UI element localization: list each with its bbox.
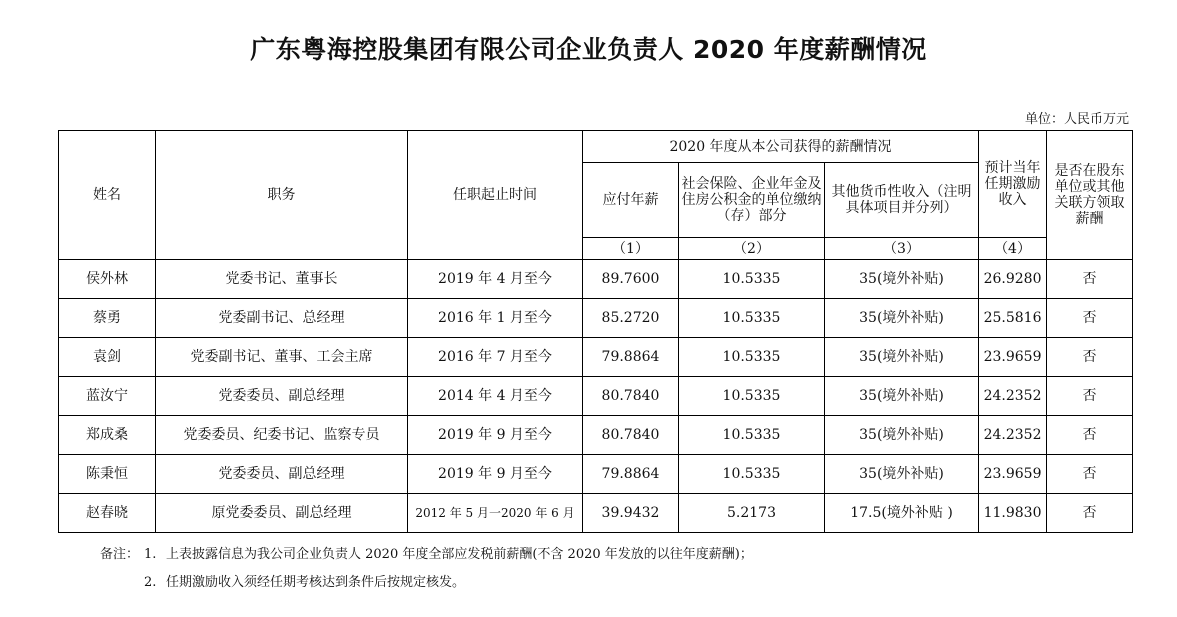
note-number: 1. [144,547,157,562]
cell-tenure: 2016 年 1 月至今 [408,299,583,338]
cell-name: 蓝汝宁 [59,377,156,416]
cell-flag: 否 [1047,377,1133,416]
cell-insurance: 10.5335 [679,338,825,377]
cell-salary: 79.8864 [583,455,679,494]
note-text: 任期激励收入须经任期考核达到条件后按规定核发。 [166,575,466,590]
cell-tenure: 2019 年 4 月至今 [408,260,583,299]
cell-position: 党委委员、副总经理 [156,455,408,494]
cell-position: 党委副书记、总经理 [156,299,408,338]
cell-position: 党委副书记、董事、工会主席 [156,338,408,377]
cell-incentive: 26.9280 [979,260,1047,299]
table-row [59,455,1133,494]
cell-tenure: 2019 年 9 月至今 [408,416,583,455]
header-index-2: （2） [679,238,825,260]
cell-other: 35(境外补贴) [825,377,979,416]
header-group: 2020 年度从本公司获得的薪酬情况 [583,131,979,163]
note-line [100,569,753,597]
cell-other: 35(境外补贴) [825,338,979,377]
cell-insurance: 10.5335 [679,377,825,416]
header-salary: 应付年薪 [583,163,679,238]
table-row [59,416,1133,455]
cell-name: 蔡勇 [59,299,156,338]
table-row [59,494,1133,533]
header-index-1: （1） [583,238,679,260]
cell-position: 党委委员、纪委书记、监察专员 [156,416,408,455]
cell-position: 党委委员、副总经理 [156,377,408,416]
cell-other: 35(境外补贴) [825,455,979,494]
cell-tenure: 2012 年 5 月一2020 年 6 月 [408,494,583,533]
table-row [59,260,1133,299]
cell-name: 赵春晓 [59,494,156,533]
header-incentive: 预计当年任期激励收入 [979,131,1047,238]
cell-flag: 否 [1047,338,1133,377]
cell-other: 35(境外补贴) [825,416,979,455]
cell-name: 侯外林 [59,260,156,299]
cell-flag: 否 [1047,455,1133,494]
cell-incentive: 23.9659 [979,338,1047,377]
notes [100,541,753,597]
cell-position: 党委书记、董事长 [156,260,408,299]
unit-label: 单位：人民币万元 [1024,112,1129,127]
cell-other: 35(境外补贴) [825,260,979,299]
cell-salary: 80.7840 [583,416,679,455]
table-row [59,299,1133,338]
cell-incentive: 25.5816 [979,299,1047,338]
cell-name: 郑成桑 [59,416,156,455]
cell-flag: 否 [1047,494,1133,533]
cell-salary: 39.9432 [583,494,679,533]
cell-salary: 85.2720 [583,299,679,338]
cell-insurance: 10.5335 [679,416,825,455]
header-shareholder: 是否在股东单位或其他关联方领取薪酬 [1047,131,1133,260]
cell-other: 17.5(境外补贴 ) [825,494,979,533]
cell-tenure: 2019 年 9 月至今 [408,455,583,494]
header-index-4: （4） [979,238,1047,260]
table-row [59,377,1133,416]
cell-salary: 89.7600 [583,260,679,299]
cell-name: 袁剑 [59,338,156,377]
cell-flag: 否 [1047,416,1133,455]
table-row [59,338,1133,377]
cell-incentive: 24.2352 [979,377,1047,416]
salary-table [58,130,1133,533]
cell-flag: 否 [1047,260,1133,299]
header-other-income: 其他货币性收入（注明具体项目并分列） [825,163,979,238]
note-text: 上表披露信息为我公司企业负责人 2020 年度全部应发税前薪酬(不含 2020 年发放的以往年度薪酬)； [166,547,753,562]
note-line [100,541,753,569]
cell-flag: 否 [1047,299,1133,338]
header-name: 姓名 [59,131,156,260]
cell-insurance: 10.5335 [679,260,825,299]
cell-insurance: 5.2173 [679,494,825,533]
cell-salary: 80.7840 [583,377,679,416]
cell-name: 陈秉恒 [59,455,156,494]
cell-insurance: 10.5335 [679,455,825,494]
cell-incentive: 11.9830 [979,494,1047,533]
cell-tenure: 2016 年 7 月至今 [408,338,583,377]
cell-position: 原党委委员、副总经理 [156,494,408,533]
header-index-3: （3） [825,238,979,260]
header-position: 职务 [156,131,408,260]
note-number: 2. [144,575,157,590]
cell-salary: 79.8864 [583,338,679,377]
page-title: 广东粤海控股集团有限公司企业负责人 2020 年度薪酬情况 [250,35,927,64]
cell-other: 35(境外补贴) [825,299,979,338]
cell-tenure: 2014 年 4 月至今 [408,377,583,416]
header-tenure: 任职起止时间 [408,131,583,260]
cell-incentive: 24.2352 [979,416,1047,455]
header-insurance: 社会保险、企业年金及住房公积金的单位缴纳（存）部分 [679,163,825,238]
cell-incentive: 23.9659 [979,455,1047,494]
notes-label: 备注： [100,547,140,562]
cell-insurance: 10.5335 [679,299,825,338]
